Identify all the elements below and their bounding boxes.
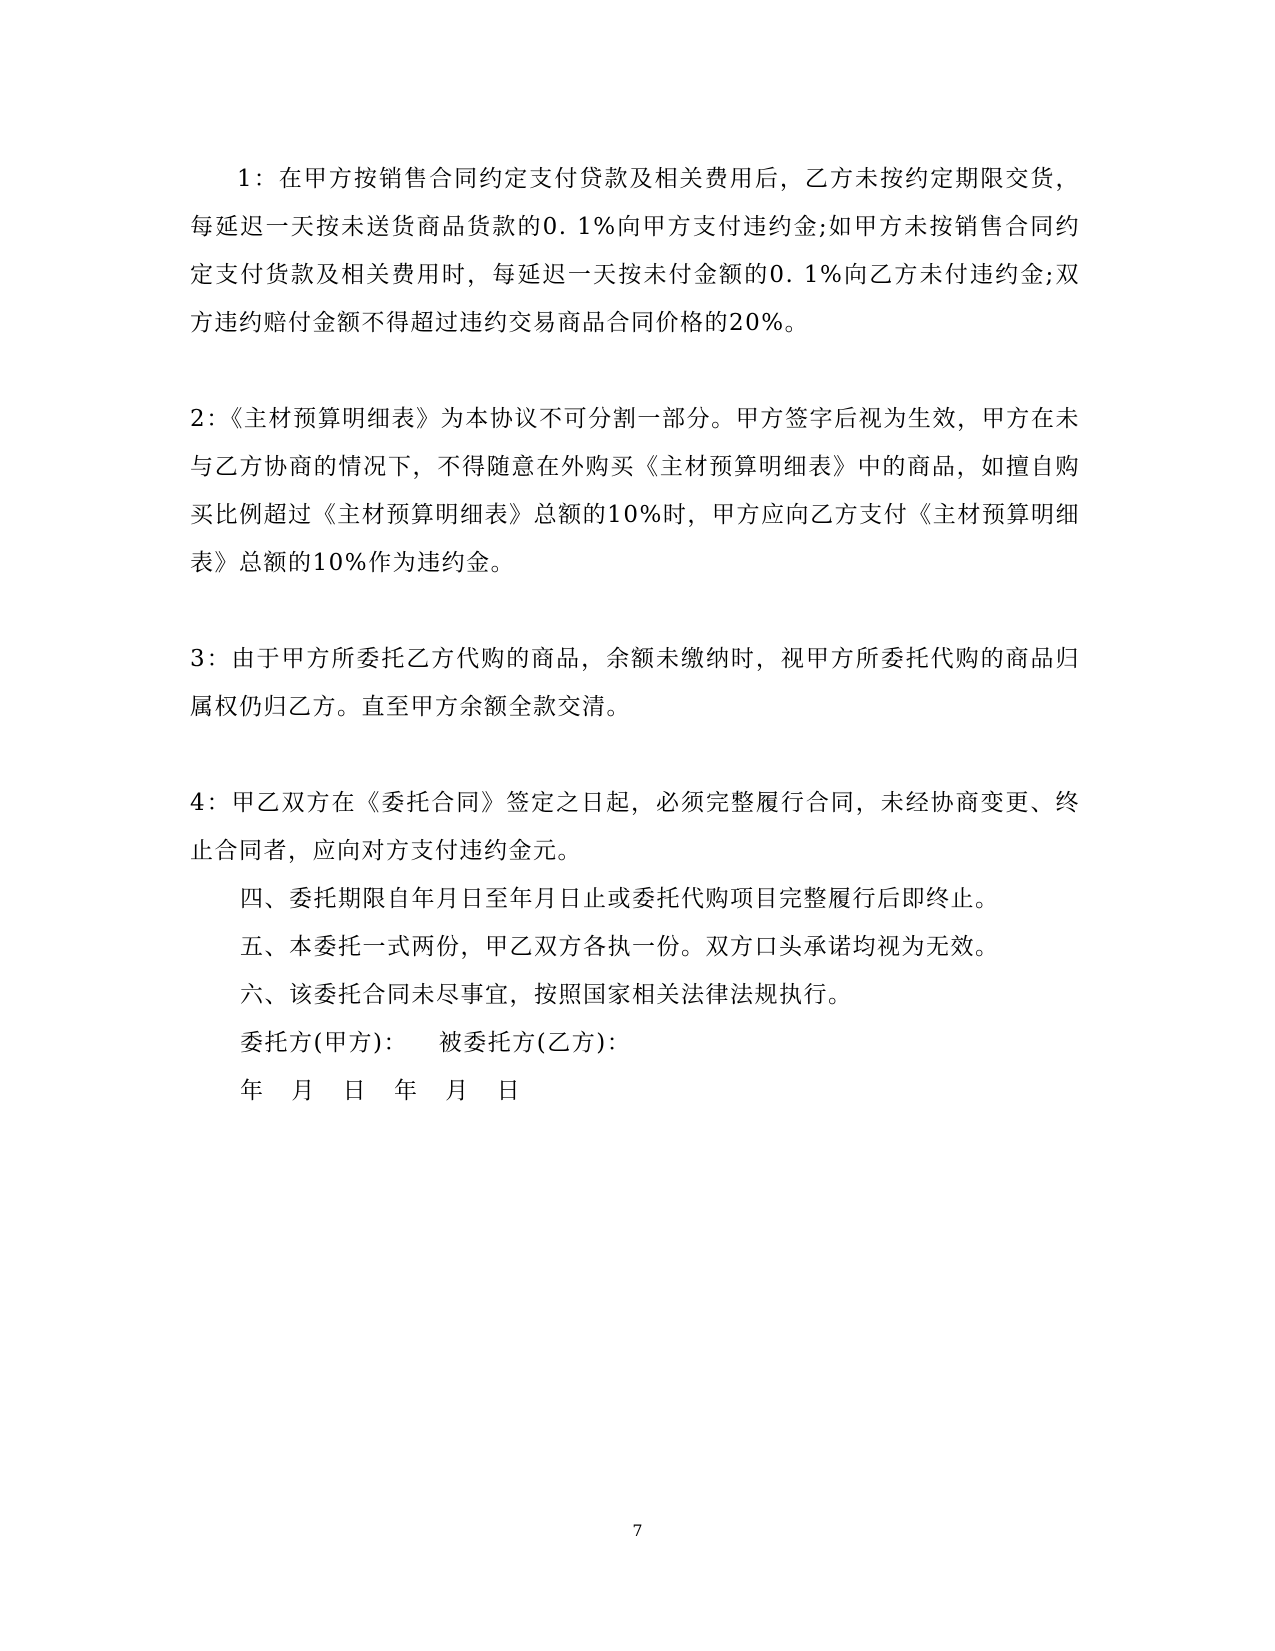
agent-signature-label: 被委托方(乙方)： (438, 1030, 632, 1056)
section-term: 四、委托期限自年月日至年月日止或委托代购项目完整履行后即终止。 (240, 886, 1000, 912)
date-month-agent: 月 (445, 1078, 470, 1104)
date-day-agent: 日 (496, 1078, 522, 1104)
clause-3: 3：由于甲方所委托乙方代购的商品，余额未缴纳时，视甲方所委托代购的商品归属权仍归乙方。直至甲方余额全款交清。 (190, 646, 1080, 720)
date-year-agent: 年 (393, 1078, 419, 1104)
document-body (190, 155, 1080, 1115)
clause-2: 2：《主材预算明细表》为本协议不可分割一部分。甲方签字后视为生效，甲方在未与乙方协商的情况下，不得随意在外购买《主材预算明细表》中的商品，如擅自购买比例超过《主材预算明细表》总额的10%时，甲方应向乙方支付《主材预算明细表》总额的10%作为违约金。 (190, 406, 1080, 576)
date-year-principal: 年 (240, 1078, 265, 1104)
date-month-principal: 月 (291, 1078, 316, 1104)
clause-1: 1：在甲方按销售合同约定支付贷款及相关费用后，乙方未按约定期限交货，每延迟一天按未送货商品货款的0. 1%向甲方支付违约金;如甲方未按销售合同约定支付货款及相关费用时，每延迟一天按未付金额的0. 1%向乙方未付违约金;双方违约赔付金额不得超过违约交易商品合同价格的20%。 (190, 166, 1080, 336)
clause-4: 4：甲乙双方在《委托合同》签定之日起，必须完整履行合同，未经协商变更、终止合同者，应向对方支付违约金元。 (190, 790, 1080, 864)
principal-signature-label: 委托方(甲方)： (240, 1030, 408, 1056)
section-misc: 六、该委托合同未尽事宜，按照国家相关法律法规执行。 (240, 982, 853, 1008)
date-day-principal: 日 (342, 1078, 368, 1104)
page-number: 7 (632, 1521, 643, 1540)
section-copies: 五、本委托一式两份，甲乙双方各执一份。双方口头承诺均视为无效。 (240, 934, 1000, 960)
date-row (190, 1067, 1080, 1115)
signature-row (190, 1019, 1080, 1067)
